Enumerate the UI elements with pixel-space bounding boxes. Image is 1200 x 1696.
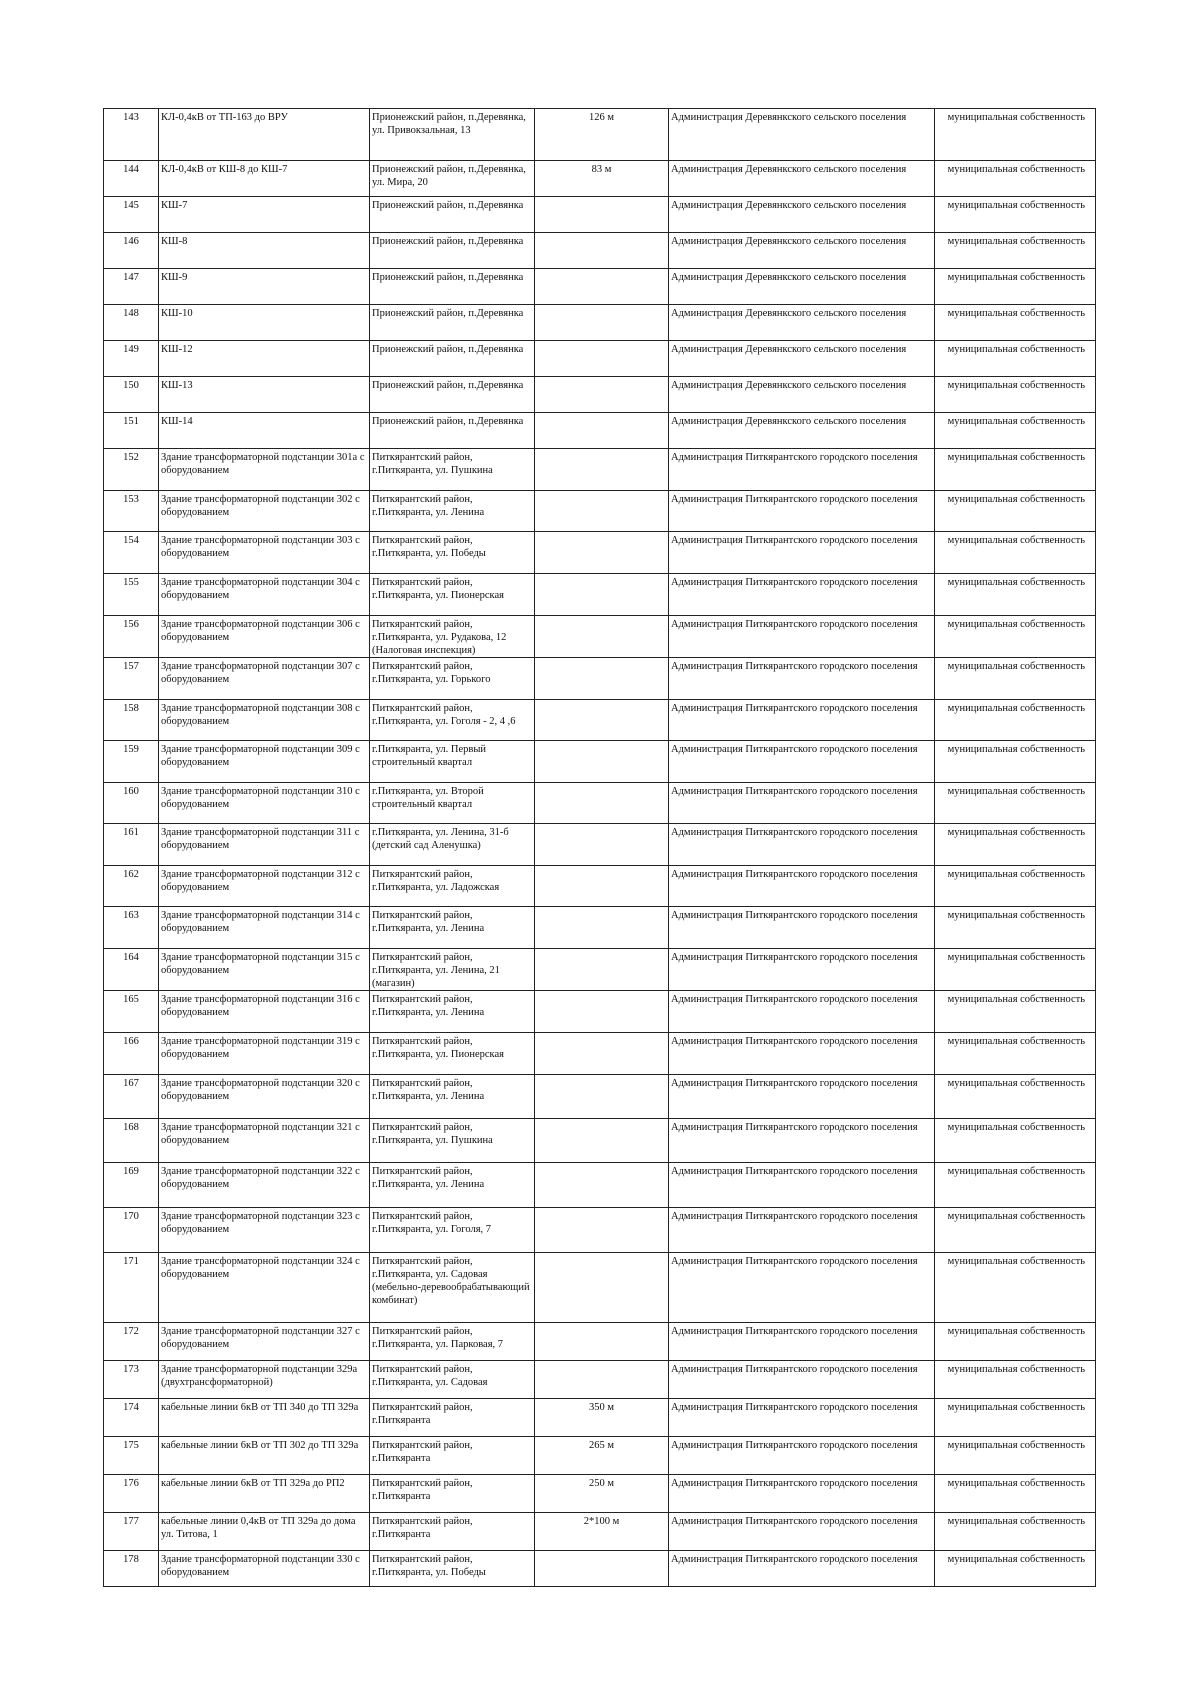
row-number-cell: 157 — [104, 658, 159, 700]
object-name-cell: Здание трансформаторной подстанции 330 с оборудованием — [159, 1551, 370, 1587]
row-number-cell: 164 — [104, 949, 159, 991]
administration-cell: Администрация Питкярантского городского поселения — [669, 491, 935, 532]
ownership-cell: муниципальная собственность — [935, 491, 1096, 532]
row-number-cell: 158 — [104, 700, 159, 741]
row-number-cell: 146 — [104, 233, 159, 269]
administration-cell: Администрация Деревянкского сельского поселения — [669, 341, 935, 377]
administration-cell: Администрация Питкярантского городского поселения — [669, 1399, 935, 1437]
length-cell — [535, 197, 669, 233]
object-name-cell: КШ-7 — [159, 197, 370, 233]
property-register-page — [103, 108, 1095, 1587]
address-cell: Прионежский район, п.Деревянка, ул. Мира, 20 — [370, 161, 535, 197]
object-name-cell: Здание трансформаторной подстанции 329а (двухтрансформаторной) — [159, 1361, 370, 1399]
row-number-cell: 170 — [104, 1208, 159, 1253]
length-cell — [535, 449, 669, 491]
object-name-cell: Здание трансформаторной подстанции 310 с оборудованием — [159, 783, 370, 824]
administration-cell: Администрация Питкярантского городского поселения — [669, 616, 935, 658]
object-name-cell: Здание трансформаторной подстанции 304 с оборудованием — [159, 574, 370, 616]
address-cell: г.Питкяранта, ул. Ленина, 31-б (детский сад Аленушка) — [370, 824, 535, 866]
length-cell — [535, 658, 669, 700]
row-number-cell: 145 — [104, 197, 159, 233]
administration-cell: Администрация Питкярантского городского поселения — [669, 741, 935, 783]
length-cell — [535, 1208, 669, 1253]
address-cell: Питкярантский район, г.Питкяранта, ул. Ленина — [370, 1163, 535, 1208]
row-number-cell: 144 — [104, 161, 159, 197]
table-row — [104, 1475, 1096, 1513]
object-name-cell: кабельные линии 6кВ от ТП 340 до ТП 329а — [159, 1399, 370, 1437]
address-cell: Питкярантский район, г.Питкяранта, ул. Ленина — [370, 907, 535, 949]
length-cell — [535, 991, 669, 1033]
ownership-cell: муниципальная собственность — [935, 574, 1096, 616]
table-row — [104, 907, 1096, 949]
address-cell: Питкярантский район, г.Питкяранта, ул. Садовая — [370, 1361, 535, 1399]
address-cell: Прионежский район, п.Деревянка — [370, 269, 535, 305]
administration-cell: Администрация Деревянкского сельского поселения — [669, 269, 935, 305]
administration-cell: Администрация Питкярантского городского поселения — [669, 866, 935, 907]
object-name-cell: Здание трансформаторной подстанции 315 с оборудованием — [159, 949, 370, 991]
address-cell: Питкярантский район, г.Питкяранта, ул. Гоголя - 2, 4 ,6 — [370, 700, 535, 741]
administration-cell: Администрация Питкярантского городского поселения — [669, 1475, 935, 1513]
length-cell: 126 м — [535, 109, 669, 161]
row-number-cell: 173 — [104, 1361, 159, 1399]
administration-cell: Администрация Деревянкского сельского поселения — [669, 305, 935, 341]
administration-cell: Администрация Питкярантского городского поселения — [669, 1437, 935, 1475]
ownership-cell: муниципальная собственность — [935, 1163, 1096, 1208]
row-number-cell: 178 — [104, 1551, 159, 1587]
ownership-cell: муниципальная собственность — [935, 1033, 1096, 1075]
object-name-cell: Здание трансформаторной подстанции 308 с оборудованием — [159, 700, 370, 741]
row-number-cell: 155 — [104, 574, 159, 616]
administration-cell: Администрация Питкярантского городского поселения — [669, 1551, 935, 1587]
ownership-cell: муниципальная собственность — [935, 616, 1096, 658]
table-row — [104, 1253, 1096, 1323]
row-number-cell: 168 — [104, 1119, 159, 1163]
ownership-cell: муниципальная собственность — [935, 1119, 1096, 1163]
row-number-cell: 177 — [104, 1513, 159, 1551]
length-cell: 265 м — [535, 1437, 669, 1475]
ownership-cell: муниципальная собственность — [935, 161, 1096, 197]
length-cell — [535, 233, 669, 269]
object-name-cell: Здание трансформаторной подстанции 323 с оборудованием — [159, 1208, 370, 1253]
row-number-cell: 166 — [104, 1033, 159, 1075]
object-name-cell: Здание трансформаторной подстанции 324 с оборудованием — [159, 1253, 370, 1323]
administration-cell: Администрация Питкярантского городского поселения — [669, 783, 935, 824]
administration-cell: Администрация Деревянкского сельского поселения — [669, 197, 935, 233]
table-row — [104, 949, 1096, 991]
row-number-cell: 169 — [104, 1163, 159, 1208]
administration-cell: Администрация Питкярантского городского поселения — [669, 824, 935, 866]
length-cell: 250 м — [535, 1475, 669, 1513]
length-cell — [535, 269, 669, 305]
table-row — [104, 1361, 1096, 1399]
address-cell: Питкярантский район, г.Питкяранта — [370, 1399, 535, 1437]
row-number-cell: 149 — [104, 341, 159, 377]
address-cell: Прионежский район, п.Деревянка, ул. Привокзальная, 13 — [370, 109, 535, 161]
address-cell: Прионежский район, п.Деревянка — [370, 197, 535, 233]
table-row — [104, 1163, 1096, 1208]
table-row — [104, 305, 1096, 341]
object-name-cell: КШ-14 — [159, 413, 370, 449]
administration-cell: Администрация Питкярантского городского поселения — [669, 1208, 935, 1253]
length-cell — [535, 305, 669, 341]
table-row — [104, 161, 1096, 197]
length-cell: 83 м — [535, 161, 669, 197]
ownership-cell: муниципальная собственность — [935, 741, 1096, 783]
ownership-cell: муниципальная собственность — [935, 991, 1096, 1033]
object-name-cell: Здание трансформаторной подстанции 312 с оборудованием — [159, 866, 370, 907]
administration-cell: Администрация Питкярантского городского поселения — [669, 574, 935, 616]
length-cell — [535, 1163, 669, 1208]
row-number-cell: 147 — [104, 269, 159, 305]
administration-cell: Администрация Деревянкского сельского поселения — [669, 377, 935, 413]
administration-cell: Администрация Питкярантского городского поселения — [669, 658, 935, 700]
property-register-table — [103, 108, 1096, 1587]
length-cell — [535, 783, 669, 824]
administration-cell: Администрация Питкярантского городского поселения — [669, 949, 935, 991]
object-name-cell: Здание трансформаторной подстанции 301а с оборудованием — [159, 449, 370, 491]
table-row — [104, 377, 1096, 413]
ownership-cell: муниципальная собственность — [935, 1323, 1096, 1361]
row-number-cell: 148 — [104, 305, 159, 341]
administration-cell: Администрация Питкярантского городского поселения — [669, 532, 935, 574]
address-cell: Питкярантский район, г.Питкяранта, ул. Пушкина — [370, 1119, 535, 1163]
administration-cell: Администрация Питкярантского городского поселения — [669, 1075, 935, 1119]
address-cell: Прионежский район, п.Деревянка — [370, 305, 535, 341]
table-row — [104, 197, 1096, 233]
ownership-cell: муниципальная собственность — [935, 377, 1096, 413]
object-name-cell: Здание трансформаторной подстанции 322 с оборудованием — [159, 1163, 370, 1208]
length-cell — [535, 824, 669, 866]
administration-cell: Администрация Деревянкского сельского поселения — [669, 233, 935, 269]
address-cell: Питкярантский район, г.Питкяранта, ул. Ладожская — [370, 866, 535, 907]
administration-cell: Администрация Деревянкского сельского поселения — [669, 161, 935, 197]
row-number-cell: 174 — [104, 1399, 159, 1437]
row-number-cell: 159 — [104, 741, 159, 783]
address-cell: Питкярантский район, г.Питкяранта, ул. Гоголя, 7 — [370, 1208, 535, 1253]
ownership-cell: муниципальная собственность — [935, 1253, 1096, 1323]
administration-cell: Администрация Питкярантского городского поселения — [669, 1163, 935, 1208]
object-name-cell: Здание трансформаторной подстанции 321 с оборудованием — [159, 1119, 370, 1163]
table-row — [104, 1399, 1096, 1437]
ownership-cell: муниципальная собственность — [935, 269, 1096, 305]
address-cell: Прионежский район, п.Деревянка — [370, 233, 535, 269]
address-cell: Питкярантский район, г.Питкяранта — [370, 1437, 535, 1475]
table-row — [104, 413, 1096, 449]
row-number-cell: 175 — [104, 1437, 159, 1475]
object-name-cell: КШ-8 — [159, 233, 370, 269]
ownership-cell: муниципальная собственность — [935, 1208, 1096, 1253]
ownership-cell: муниципальная собственность — [935, 658, 1096, 700]
table-row — [104, 341, 1096, 377]
table-row — [104, 700, 1096, 741]
table-row — [104, 449, 1096, 491]
length-cell — [535, 377, 669, 413]
length-cell — [535, 532, 669, 574]
ownership-cell: муниципальная собственность — [935, 783, 1096, 824]
object-name-cell: Здание трансформаторной подстанции 302 с оборудованием — [159, 491, 370, 532]
administration-cell: Администрация Питкярантского городского поселения — [669, 1513, 935, 1551]
length-cell — [535, 949, 669, 991]
ownership-cell: муниципальная собственность — [935, 109, 1096, 161]
ownership-cell: муниципальная собственность — [935, 1551, 1096, 1587]
ownership-cell: муниципальная собственность — [935, 413, 1096, 449]
length-cell — [535, 616, 669, 658]
object-name-cell: кабельные линии 6кВ от ТП 329а до РП2 — [159, 1475, 370, 1513]
row-number-cell: 172 — [104, 1323, 159, 1361]
address-cell: Питкярантский район, г.Питкяранта, ул. Садовая (мебельно-деревообрабатывающий комбинат) — [370, 1253, 535, 1323]
row-number-cell: 154 — [104, 532, 159, 574]
length-cell: 2*100 м — [535, 1513, 669, 1551]
ownership-cell: муниципальная собственность — [935, 1361, 1096, 1399]
object-name-cell: КЛ-0,4кВ от ТП-163 до ВРУ — [159, 109, 370, 161]
length-cell — [535, 491, 669, 532]
table-row — [104, 866, 1096, 907]
table-row — [104, 991, 1096, 1033]
table-row — [104, 491, 1096, 532]
administration-cell: Администрация Питкярантского городского поселения — [669, 449, 935, 491]
ownership-cell: муниципальная собственность — [935, 305, 1096, 341]
administration-cell: Администрация Деревянкского сельского поселения — [669, 413, 935, 449]
row-number-cell: 161 — [104, 824, 159, 866]
object-name-cell: Здание трансформаторной подстанции 319 с оборудованием — [159, 1033, 370, 1075]
length-cell — [535, 574, 669, 616]
table-row — [104, 1208, 1096, 1253]
row-number-cell: 176 — [104, 1475, 159, 1513]
administration-cell: Администрация Питкярантского городского поселения — [669, 700, 935, 741]
length-cell — [535, 1119, 669, 1163]
table-row — [104, 1437, 1096, 1475]
object-name-cell: КШ-12 — [159, 341, 370, 377]
length-cell: 350 м — [535, 1399, 669, 1437]
ownership-cell: муниципальная собственность — [935, 1075, 1096, 1119]
row-number-cell: 153 — [104, 491, 159, 532]
ownership-cell: муниципальная собственность — [935, 949, 1096, 991]
administration-cell: Администрация Питкярантского городского поселения — [669, 1119, 935, 1163]
table-row — [104, 233, 1096, 269]
row-number-cell: 163 — [104, 907, 159, 949]
ownership-cell: муниципальная собственность — [935, 907, 1096, 949]
object-name-cell: Здание трансформаторной подстанции 311 с оборудованием — [159, 824, 370, 866]
ownership-cell: муниципальная собственность — [935, 1475, 1096, 1513]
object-name-cell: КЛ-0,4кВ от КШ-8 до КШ-7 — [159, 161, 370, 197]
address-cell: Питкярантский район, г.Питкяранта, ул. Ленина — [370, 1075, 535, 1119]
ownership-cell: муниципальная собственность — [935, 1437, 1096, 1475]
ownership-cell: муниципальная собственность — [935, 1513, 1096, 1551]
row-number-cell: 167 — [104, 1075, 159, 1119]
ownership-cell: муниципальная собственность — [935, 1399, 1096, 1437]
address-cell: Питкярантский район, г.Питкяранта, ул. Пушкина — [370, 449, 535, 491]
administration-cell: Администрация Питкярантского городского поселения — [669, 1033, 935, 1075]
address-cell: Питкярантский район, г.Питкяранта — [370, 1475, 535, 1513]
row-number-cell: 151 — [104, 413, 159, 449]
administration-cell: Администрация Питкярантского городского поселения — [669, 907, 935, 949]
ownership-cell: муниципальная собственность — [935, 866, 1096, 907]
row-number-cell: 152 — [104, 449, 159, 491]
address-cell: Прионежский район, п.Деревянка — [370, 341, 535, 377]
length-cell — [535, 1323, 669, 1361]
administration-cell: Администрация Питкярантского городского поселения — [669, 1253, 935, 1323]
row-number-cell: 160 — [104, 783, 159, 824]
table-row — [104, 1033, 1096, 1075]
table-row — [104, 1323, 1096, 1361]
address-cell: Питкярантский район, г.Питкяранта, ул. Победы — [370, 1551, 535, 1587]
administration-cell: Администрация Деревянкского сельского поселения — [669, 109, 935, 161]
object-name-cell: Здание трансформаторной подстанции 309 с оборудованием — [159, 741, 370, 783]
object-name-cell: Здание трансформаторной подстанции 306 с оборудованием — [159, 616, 370, 658]
table-body — [104, 109, 1096, 1587]
table-row — [104, 269, 1096, 305]
length-cell — [535, 700, 669, 741]
object-name-cell: Здание трансформаторной подстанции 303 с оборудованием — [159, 532, 370, 574]
address-cell: Прионежский район, п.Деревянка — [370, 377, 535, 413]
table-row — [104, 741, 1096, 783]
table-row — [104, 658, 1096, 700]
ownership-cell: муниципальная собственность — [935, 700, 1096, 741]
object-name-cell: Здание трансформаторной подстанции 327 с оборудованием — [159, 1323, 370, 1361]
address-cell: Питкярантский район, г.Питкяранта, ул. Победы — [370, 532, 535, 574]
length-cell — [535, 1033, 669, 1075]
row-number-cell: 162 — [104, 866, 159, 907]
table-row — [104, 574, 1096, 616]
row-number-cell: 143 — [104, 109, 159, 161]
address-cell: Питкярантский район, г.Питкяранта, ул. Ленина — [370, 991, 535, 1033]
length-cell — [535, 1075, 669, 1119]
length-cell — [535, 1253, 669, 1323]
object-name-cell: кабельные линии 6кВ от ТП 302 до ТП 329а — [159, 1437, 370, 1475]
ownership-cell: муниципальная собственность — [935, 233, 1096, 269]
table-row — [104, 616, 1096, 658]
address-cell: Питкярантский район, г.Питкяранта, ул. Рудакова, 12 (Налоговая инспекция) — [370, 616, 535, 658]
address-cell: Питкярантский район, г.Питкяранта, ул. Пионерская — [370, 574, 535, 616]
table-row — [104, 109, 1096, 161]
table-row — [104, 1513, 1096, 1551]
object-name-cell: КШ-10 — [159, 305, 370, 341]
address-cell: Питкярантский район, г.Питкяранта, ул. Пионерская — [370, 1033, 535, 1075]
address-cell: г.Питкяранта, ул. Первый строительный квартал — [370, 741, 535, 783]
object-name-cell: Здание трансформаторной подстанции 307 с оборудованием — [159, 658, 370, 700]
length-cell — [535, 1361, 669, 1399]
row-number-cell: 156 — [104, 616, 159, 658]
administration-cell: Администрация Питкярантского городского поселения — [669, 991, 935, 1033]
address-cell: Питкярантский район, г.Питкяранта, ул. Ленина — [370, 491, 535, 532]
object-name-cell: КШ-9 — [159, 269, 370, 305]
address-cell: Питкярантский район, г.Питкяранта, ул. Ленина, 21 (магазин) — [370, 949, 535, 991]
address-cell: Питкярантский район, г.Питкяранта — [370, 1513, 535, 1551]
length-cell — [535, 741, 669, 783]
object-name-cell: Здание трансформаторной подстанции 316 с оборудованием — [159, 991, 370, 1033]
table-row — [104, 824, 1096, 866]
ownership-cell: муниципальная собственность — [935, 449, 1096, 491]
ownership-cell: муниципальная собственность — [935, 824, 1096, 866]
length-cell — [535, 413, 669, 449]
length-cell — [535, 866, 669, 907]
object-name-cell: КШ-13 — [159, 377, 370, 413]
length-cell — [535, 341, 669, 377]
object-name-cell: Здание трансформаторной подстанции 314 с оборудованием — [159, 907, 370, 949]
administration-cell: Администрация Питкярантского городского поселения — [669, 1361, 935, 1399]
row-number-cell: 150 — [104, 377, 159, 413]
table-row — [104, 1119, 1096, 1163]
address-cell: г.Питкяранта, ул. Второй строительный квартал — [370, 783, 535, 824]
ownership-cell: муниципальная собственность — [935, 532, 1096, 574]
table-row — [104, 532, 1096, 574]
address-cell: Прионежский район, п.Деревянка — [370, 413, 535, 449]
administration-cell: Администрация Питкярантского городского поселения — [669, 1323, 935, 1361]
ownership-cell: муниципальная собственность — [935, 341, 1096, 377]
table-row — [104, 1075, 1096, 1119]
table-row — [104, 783, 1096, 824]
address-cell: Питкярантский район, г.Питкяранта, ул. Парковая, 7 — [370, 1323, 535, 1361]
object-name-cell: кабельные линии 0,4кВ от ТП 329а до дома ул. Титова, 1 — [159, 1513, 370, 1551]
address-cell: Питкярантский район, г.Питкяранта, ул. Горького — [370, 658, 535, 700]
length-cell — [535, 1551, 669, 1587]
row-number-cell: 165 — [104, 991, 159, 1033]
object-name-cell: Здание трансформаторной подстанции 320 с оборудованием — [159, 1075, 370, 1119]
length-cell — [535, 907, 669, 949]
ownership-cell: муниципальная собственность — [935, 197, 1096, 233]
row-number-cell: 171 — [104, 1253, 159, 1323]
table-row — [104, 1551, 1096, 1587]
